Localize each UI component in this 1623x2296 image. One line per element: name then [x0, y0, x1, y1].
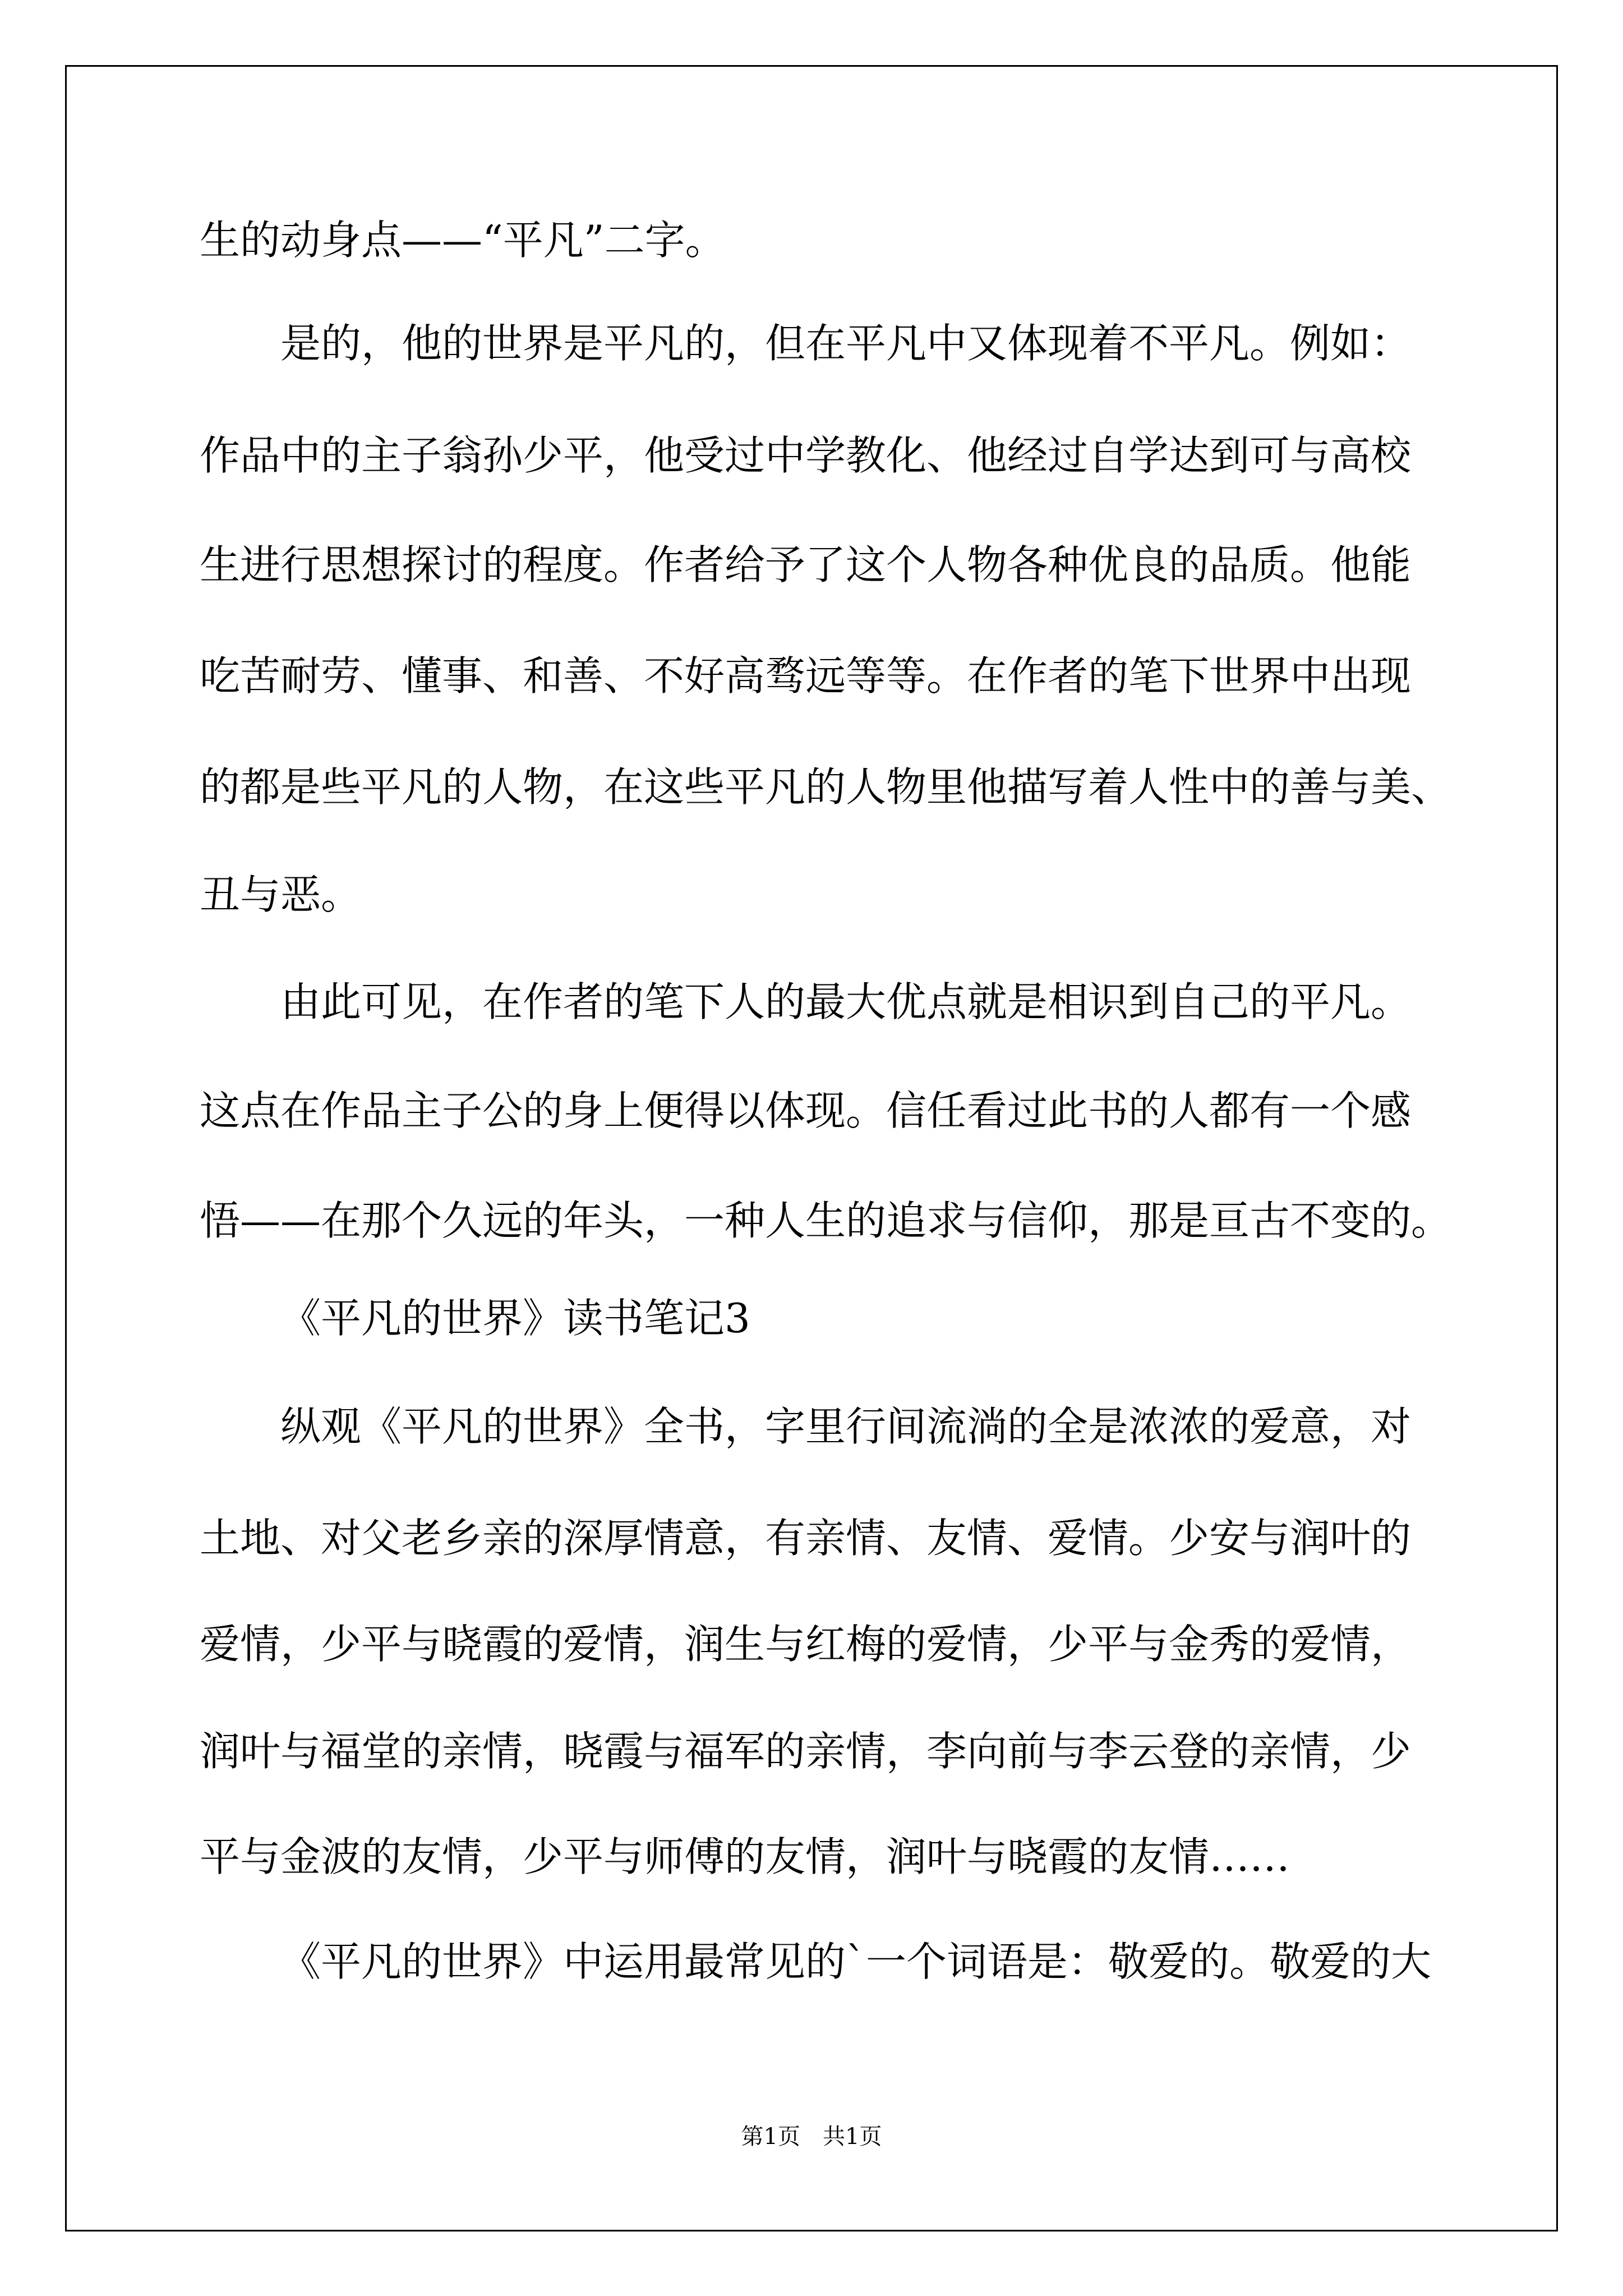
text-line: 悟——在那个久远的年头，一种人生的追求与信仰，那是亘古不变的。: [200, 1197, 1452, 1244]
text-line: 纵观《平凡的世界》全书，字里行间流淌的全是浓浓的爱意，对: [280, 1403, 1412, 1450]
text-line: 吃苦耐劳、懂事、和善、不好高骛远等等。在作者的笔下世界中出现: [200, 652, 1412, 700]
text-line: 的都是些平凡的人物，在这些平凡的人物里他描写着人性中的善与美、: [200, 763, 1452, 811]
text-line: 由此可见，在作者的笔下人的最大优点就是相识到自己的平凡。: [280, 978, 1412, 1025]
text-line: 作品中的主子翁孙少平，他受过中学教化、他经过自学达到可与高校: [200, 432, 1412, 479]
text-line: 这点在作品主子公的身上便得以体现。信任看过此书的人都有一个感: [200, 1087, 1412, 1134]
text-line: 润叶与福堂的亲情，晓霞与福军的亲情，李向前与李云登的亲情，少: [200, 1728, 1412, 1775]
text-line: 平与金波的友情，少平与师傅的友情，润叶与晓霞的友情……: [200, 1833, 1290, 1880]
text-line: 丑与恶。: [200, 871, 362, 918]
text-line: 是的，他的世界是平凡的，但在平凡中又体现着不平凡。例如：: [280, 320, 1412, 367]
page-border: [65, 65, 1558, 2231]
text-line: 土地、对父老乡亲的深厚情意，有亲情、友情、爱情。少安与润叶的: [200, 1515, 1412, 1562]
text-line: 《平凡的世界》中运用最常见的`一个词语是：敬爱的。敬爱的大: [280, 1938, 1432, 1985]
section-heading: 《平凡的世界》读书笔记3: [280, 1295, 750, 1342]
text-line: 爱情，少平与晓霞的爱情，润生与红梅的爱情，少平与金秀的爱情，: [200, 1621, 1412, 1668]
text-line: 生进行思想探讨的程度。作者给予了这个人物各种优良的品质。他能: [200, 541, 1412, 588]
page-footer: 第1页 共1页: [741, 2124, 882, 2150]
text-line: 生的动身点——“平凡”二字。: [200, 217, 726, 264]
